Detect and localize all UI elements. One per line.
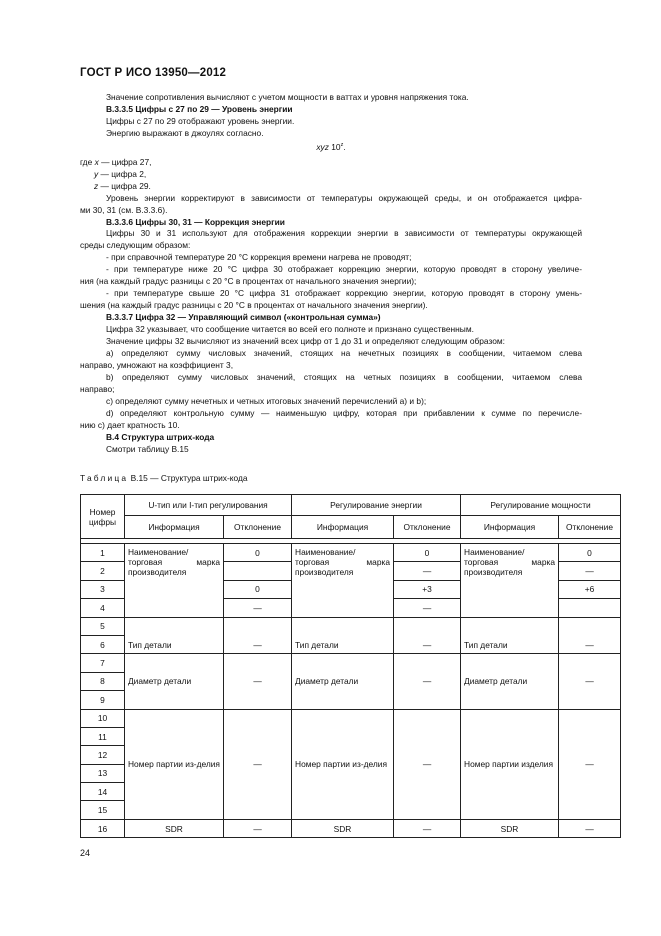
deviation-cell: — [559,617,621,654]
sdr-cell: SDR [461,819,559,837]
row-number: 13 [81,764,125,782]
header-group-energy: Регулирование энергии [292,495,461,516]
list-item: направо, умножают на коэффициент 3, [80,359,234,370]
section-heading: В.3.3.5 Цифры с 27 по 29 — Уровень энергии [106,103,293,114]
row-number: 15 [81,801,125,819]
header-group-ui-type: U-тип или I-тип регулирования [125,495,292,516]
header-group-power: Регулирование мощности [461,495,621,516]
header-info: Информация [292,516,394,539]
part-diameter-cell: Диаметр детали [461,654,559,709]
table-row [81,709,621,727]
deviation-cell: — [394,599,461,617]
section-heading: В.4 Структура штрих-кода [106,431,215,442]
sdr-cell: SDR [125,819,224,837]
table-row [81,617,621,635]
deviation-cell [224,562,292,580]
barcode-structure-table [80,494,621,838]
deviation-cell: 0 [559,544,621,562]
deviation-cell: — [394,709,461,819]
deviation-cell: — [559,654,621,709]
page-number: 24 [80,848,91,858]
paragraph: Смотри таблицу В.15 [106,443,189,454]
deviation-cell: — [559,819,621,837]
formula-base: xyz [316,141,329,152]
paragraph: ми 30, 31 (см. В.3.3.6). [80,204,168,215]
row-number: 3 [81,580,125,598]
manufacturer-cell: Наименование/ торговая марка производителя [292,544,394,618]
deviation-cell: — [224,819,292,837]
paragraph: среды следующим образом: [80,240,191,251]
manufacturer-cell: Наименование/ торговая марка производителя [125,544,224,618]
paragraph: Цифры с 27 по 29 отображают уровень энергии. [106,115,295,126]
deviation-cell: — [394,617,461,654]
header-info: Информация [461,516,559,539]
paragraph: Значение цифры 32 вычисляют из значений всех цифр от 1 до 31 и определяют следующим образом: [106,336,505,347]
header-deviation: Отклонение [559,516,621,539]
deviation-cell: — [224,654,292,709]
part-diameter-cell: Диаметр детали [292,654,394,709]
list-item: b) определяют сумму числовых значений, стоящих на четных позициях в сообщении, читаемом слева [106,371,582,382]
deviation-cell: +3 [394,580,461,598]
paragraph: Значение сопротивления вычисляют с учетом мощности в ваттах и уровня напряжения тока. [106,92,469,102]
deviation-cell: — [224,599,292,617]
deviation-cell: — [394,819,461,837]
deviation-cell: — [394,654,461,709]
table-row [81,819,621,837]
variable-y: y [94,168,99,179]
table-caption [80,473,248,483]
deviation-cell: — [559,562,621,580]
deviation-cell: — [224,617,292,654]
table-caption-text: В.15 — Структура штрих-кода [128,473,248,483]
deviation-cell: — [394,562,461,580]
row-number: 5 [81,617,125,635]
row-number: 4 [81,599,125,617]
list-item: - при температуре свыше 20 °С цифра 31 отображает коррекцию энергии, которую проводят в сторону умень- [106,288,582,299]
section-heading: В.3.3.7 Цифра 32 — Управляющий символ («контрольная сумма») [106,312,381,323]
batch-number-cell: Номер партии из-делия [125,709,224,819]
paragraph: Цифры 30 и 31 используют для отображения коррекции энергии в зависимости от температуры окружающей [106,228,582,239]
part-type-cell: Тип детали [461,617,559,654]
where-y-text: — цифра 2, [98,168,147,179]
paragraph: Энергию выражают в джоулях согласно. [106,127,264,138]
sdr-cell: SDR [292,819,394,837]
deviation-cell: — [559,709,621,819]
section-heading: В.3.3.6 Цифры 30, 31 — Коррекция энергии [106,216,285,227]
where-y [80,169,582,181]
list-item: шения (на каждый градус разницы с 20 °С в процентах от начального значения энергии). [80,300,428,311]
document-header: ГОСТ Р ИСО 13950—2012 [80,67,227,79]
deviation-cell [559,599,621,617]
where-z-text: — цифра 29. [98,180,151,191]
row-number: 6 [81,635,125,653]
row-number: 2 [81,562,125,580]
list-item: d) определяют контрольную сумму — наименьшую цифру, которая при прибавлении к сумме по перечисле- [106,407,582,418]
row-number: 8 [81,672,125,690]
where-z [80,181,582,193]
formula [80,142,582,154]
row-number: 10 [81,709,125,727]
row-number: 9 [81,691,125,709]
list-item: - при справочной температуре 20 °С коррекция времени нагрева не проводят; [106,252,412,263]
document-body [80,92,582,456]
variable-x: x [94,156,99,167]
row-number: 11 [81,727,125,745]
list-item: нию c) дает кратность 10. [80,419,180,430]
list-item: c) определяют сумму нечетных и четных итоговых значений перечислений a) и b); [106,395,427,406]
formula-power: 10 [328,141,341,152]
list-item: - при температуре ниже 20 °С цифра 30 отображает коррекцию энергии, которую проводят в сторону увеличе- [106,264,582,275]
header-info: Информация [125,516,224,539]
deviation-cell: 0 [394,544,461,562]
list-item: ния (на каждый градус разницы с 20 °С в процентах от начального значения энергии); [80,276,417,287]
batch-number-cell: Номер партии из-делия [292,709,394,819]
row-number: 1 [81,544,125,562]
header-digit-number: Номер цифры [81,495,125,539]
part-type-cell: Тип детали [125,617,224,654]
paragraph: Уровень энергии корректируют в зависимости от температуры окружающей среды, и он отображается цифра- [106,192,582,203]
header-deviation: Отклонение [394,516,461,539]
list-item: направо; [80,383,115,394]
deviation-cell: 0 [224,580,292,598]
row-number: 16 [81,819,125,837]
row-number: 12 [81,746,125,764]
part-type-cell: Тип детали [292,617,394,654]
batch-number-cell: Номер партии изделия [461,709,559,819]
formula-exponent: z [340,141,344,148]
where-x-text: — цифра 27, [98,156,152,167]
where-x [80,157,582,169]
table-row [81,544,621,562]
table-row [81,654,621,672]
table-header-row [81,495,621,516]
deviation-cell: +6 [559,580,621,598]
deviation-cell: — [224,709,292,819]
row-number: 7 [81,654,125,672]
manufacturer-cell: Наименование/ торговая марка производителя [461,544,559,618]
header-deviation: Отклонение [224,516,292,539]
where-prefix: где [80,156,95,167]
table-subheader-row [81,516,621,539]
formula-end: . [343,141,346,152]
table-caption-label: Таблица [80,473,129,483]
row-number: 14 [81,783,125,801]
paragraph: Цифра 32 указывает, что сообщение читается во всей его полноте и признано существенным. [106,324,474,335]
list-item: a) определяют сумму числовых значений, стоящих на нечетных позициях в сообщении, читаемом слева [106,348,582,359]
deviation-cell: 0 [224,544,292,562]
part-diameter-cell: Диаметр детали [125,654,224,709]
variable-z: z [94,180,99,191]
